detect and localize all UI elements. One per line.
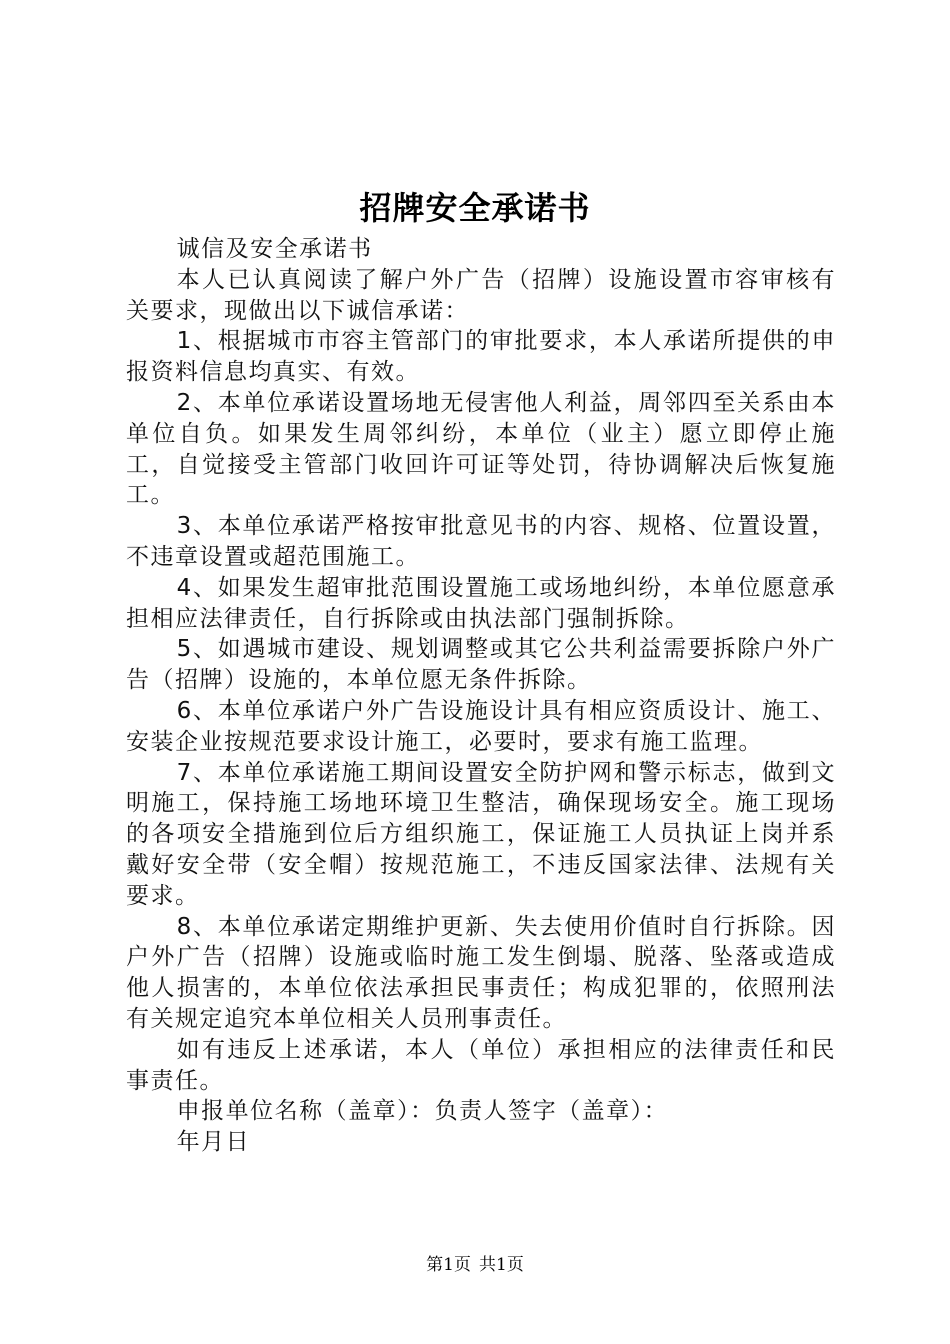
page-total: 共1页	[479, 1255, 524, 1275]
paragraph-item-8: 8、本单位承诺定期维护更新、失去使用价值时自行拆除。因户外广告（招牌）设施或临时施工发生倒塌、脱落、坠落或造成他人损害的，本单位依法承担民事责任；构成犯罪的，依照刑法有关规定追究本单位相关人员刑事责任。	[126, 913, 836, 1032]
paragraph-liability: 如有违反上述承诺，本人（单位）承担相应的法律责任和民事责任。	[126, 1036, 836, 1094]
paragraph-item-2: 2、本单位承诺设置场地无侵害他人利益，周邻四至关系由本单位自负。如果发生周邻纠纷，本单位（业主）愿立即停止施工，自觉接受主管部门收回许可证等处罚，待协调解决后恢复施工。	[126, 389, 836, 509]
page-footer	[0, 1254, 950, 1276]
signature-line: 申报单位名称（盖章）：负责人签字（盖章）：	[176, 1098, 669, 1125]
paragraph-item-1: 1、根据城市市容主管部门的审批要求，本人承诺所提供的申报资料信息均真实、有效。	[126, 328, 836, 386]
paragraph-intro: 本人已认真阅读了解户外广告（招牌）设施设置市容审核有关要求，现做出以下诚信承诺：	[126, 266, 836, 324]
document-title: 招牌安全承诺书	[359, 189, 591, 227]
paragraph-heading: 诚信及安全承诺书	[176, 236, 373, 262]
paragraph-item-6: 6、本单位承诺户外广告设施设计具有相应资质设计、施工、安装企业按规范要求设计施工，必要时，要求有施工监理。	[126, 697, 836, 755]
document-body	[126, 234, 836, 1158]
paragraph-item-5: 5、如遇城市建设、规划调整或其它公共利益需要拆除户外广告（招牌）设施的，本单位愿无条件拆除。	[126, 636, 836, 694]
paragraph-item-7: 7、本单位承诺施工期间设置安全防护网和警示标志，做到文明施工，保持施工场地环境卫生整洁，确保现场安全。施工现场的各项安全措施到位后方组织施工，保证施工人员执证上岗并系戴好安全带（安全帽）按规范施工，不违反国家法律、法规有关要求。	[126, 759, 836, 909]
page-number: 第1页	[426, 1255, 471, 1275]
paragraph-item-3: 3、本单位承诺严格按审批意见书的内容、规格、位置设置，不违章设置或超范围施工。	[126, 513, 836, 570]
date-line: 年月日	[176, 1129, 251, 1156]
paragraph-item-4: 4、如果发生超审批范围设置施工或场地纠纷，本单位愿意承担相应法律责任，自行拆除或由执法部门强制拆除。	[126, 574, 836, 632]
